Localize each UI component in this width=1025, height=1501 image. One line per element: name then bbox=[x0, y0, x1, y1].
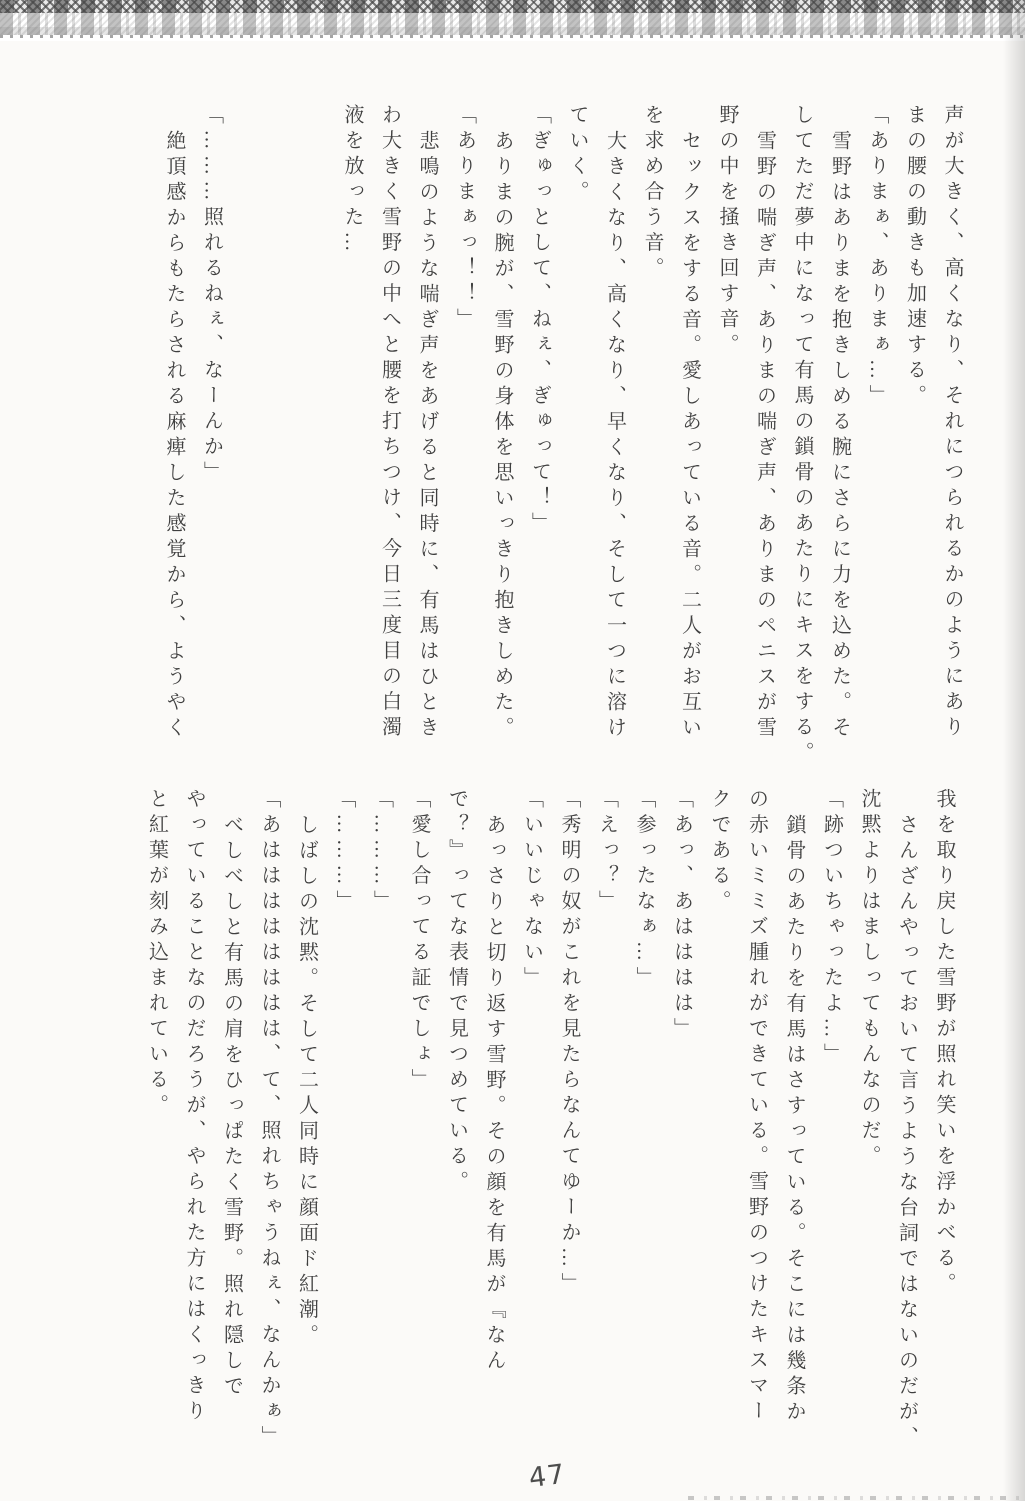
text-column: と紅葉が刻み込まれている。 bbox=[145, 788, 168, 1120]
text-column: べしべしと有馬の肩をひっぱたく雪野。照れ隠しで bbox=[220, 814, 243, 1401]
text-column: やっていることなのだろうが、やられた方にはくっきり bbox=[183, 788, 205, 1426]
text-column: 沈黙よりはましってもんなのだ。 bbox=[858, 788, 880, 1171]
print-bleed-marks bbox=[688, 1496, 1025, 1500]
text-column: 声が大きく、高くなり、それにつられるかのようにあり bbox=[941, 104, 963, 742]
text-column: 「跡ついちゃったよ…」 bbox=[820, 788, 843, 1069]
text-column: 「えっ？」 bbox=[595, 788, 618, 916]
text-column: ありまの腕が、雪野の身体を思いっきり抱きしめた。 bbox=[491, 130, 513, 742]
plaid-fabric-strip bbox=[0, 0, 1025, 41]
text-column: 悲鳴のような喘ぎ声をあげると同時に、有馬はひとき bbox=[416, 130, 438, 742]
text-column: 「愛し合ってる証でしょ」 bbox=[408, 788, 430, 1094]
text-column: 「いいじゃない」 bbox=[520, 788, 543, 992]
text-column: 「ありまぁ、ありまぁ…」 bbox=[866, 104, 888, 410]
page-number: 47 bbox=[527, 1458, 568, 1495]
text-column: クである。 bbox=[708, 788, 730, 916]
text-column: 絶頂感からもたらされる麻痺した感覚から、ようやく bbox=[163, 130, 185, 742]
text-column: 我を取り戻した雪野が照れ笑いを浮かべる。 bbox=[933, 788, 955, 1298]
text-column: の赤いミミズ腫れができている。雪野のつけたキスマー bbox=[745, 788, 768, 1426]
text-column: しばしの沈黙。そして二人同時に顔面ド紅潮。 bbox=[295, 814, 318, 1350]
text-column: わ大きく雪野の中へと腰を打ちつけ、今日三度目の白濁 bbox=[378, 104, 401, 742]
plaid-bars-band bbox=[0, 13, 1025, 35]
text-column: 野の中を掻き回す音。 bbox=[716, 104, 738, 359]
text-column: 「………」 bbox=[333, 788, 355, 916]
plaid-crosshatch-band bbox=[0, 0, 1025, 13]
text-column: 「秀明の奴がこれを見たらなんてゆーか…」 bbox=[558, 788, 580, 1298]
text-column: 「参ったなぁ…」 bbox=[633, 788, 655, 992]
text-column: を求め合う音。 bbox=[641, 104, 663, 283]
text-column: 「あっ、あはははは」 bbox=[670, 788, 693, 1043]
text-column: してただ夢中になって有馬の鎖骨のあたりにキスをする。 bbox=[791, 104, 813, 767]
text-column: 「ありまぁっ！！」 bbox=[453, 104, 476, 334]
text-column: 雪野はありまを抱きしめる腕にさらに力を込めた。そ bbox=[828, 130, 851, 742]
text-column: あっさりと切り返す雪野。その顔を有馬が『なん bbox=[483, 814, 505, 1375]
text-column: 「………照れるねぇ、なーんか」 bbox=[200, 104, 223, 487]
text-column: 鎖骨のあたりを有馬はさすっている。そこには幾条か bbox=[783, 814, 805, 1426]
text-column: で？』ってな表情で見つめている。 bbox=[445, 788, 468, 1196]
plaid-dotted-line bbox=[0, 35, 1025, 38]
story-text-bottom-block bbox=[137, 788, 962, 1478]
text-column: まの腰の動きも加速する。 bbox=[903, 104, 926, 410]
text-column: セックスをする音。愛しあっている音。二人がお互い bbox=[678, 130, 701, 742]
text-column: 「………」 bbox=[370, 788, 393, 916]
text-column: 大きくなり、高くなり、早くなり、そして一つに溶け bbox=[603, 130, 626, 742]
page-right-shadow bbox=[1003, 0, 1025, 1501]
text-column: 「あはははははははは、て、照れちゃうねぇ、なんかぁ」 bbox=[258, 788, 280, 1451]
text-column: さんざんやっておいて言うような台詞ではないのだが、 bbox=[895, 814, 918, 1452]
story-text-top-block bbox=[155, 104, 971, 804]
text-column: 雪野の喘ぎ声、ありまの喘ぎ声、ありまのペニスが雪 bbox=[753, 130, 776, 742]
text-column: ていく。 bbox=[566, 104, 588, 206]
text-column: 「ぎゅっとして、ねぇ、ぎゅって！」 bbox=[528, 104, 551, 538]
text-column: 液を放った… bbox=[341, 104, 363, 257]
